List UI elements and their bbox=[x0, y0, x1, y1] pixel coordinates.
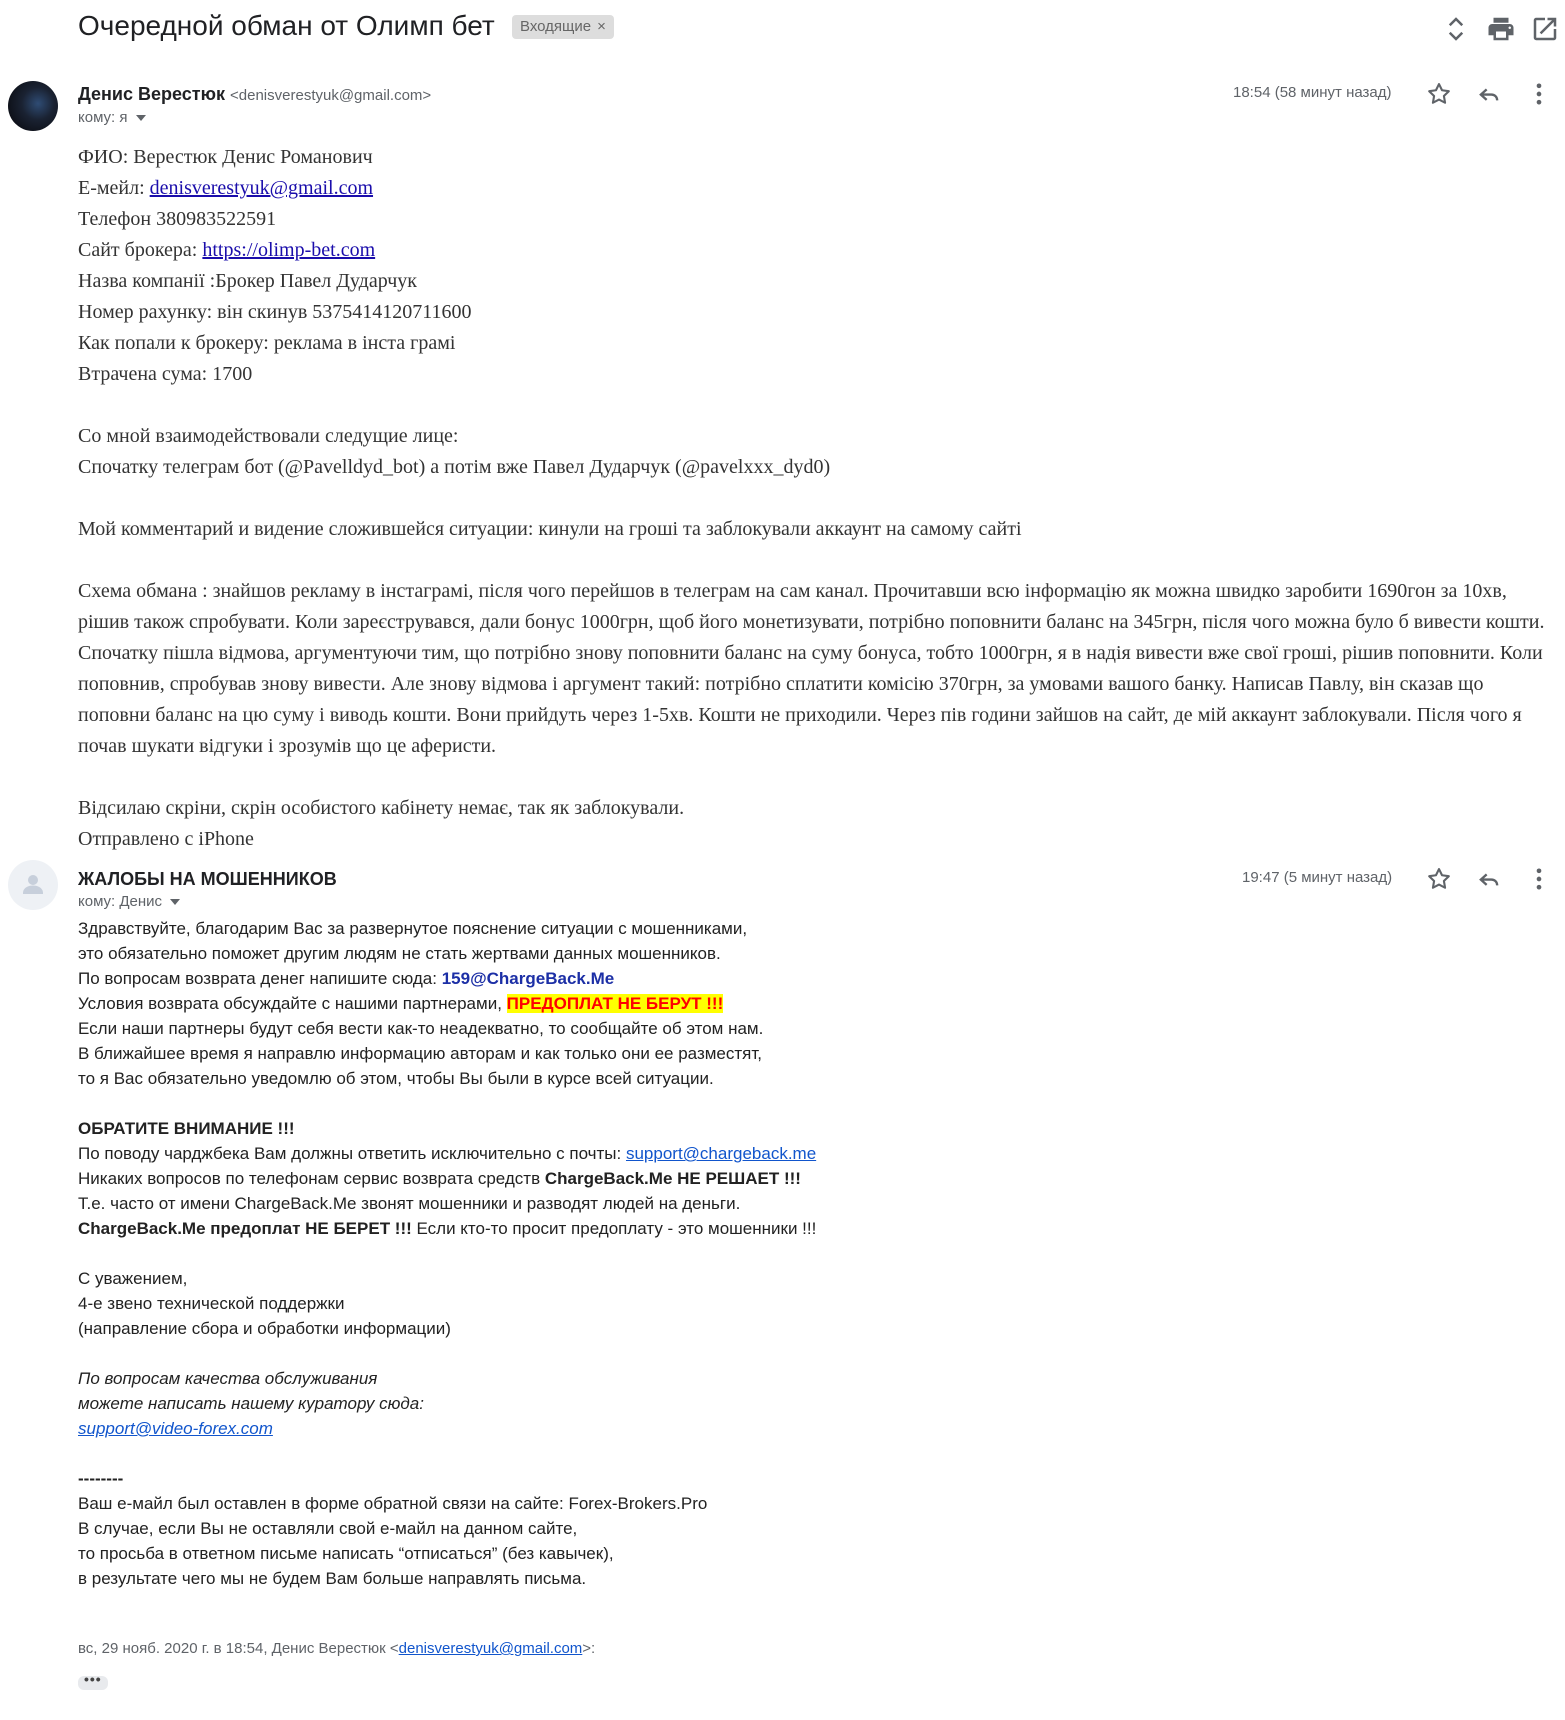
body-line bbox=[78, 1216, 1178, 1241]
body-text: Если кто-то просит предоплату - это мошенники !!! bbox=[411, 1219, 817, 1238]
body-line: Номер рахунку: він скинув 5375414120711600 bbox=[78, 301, 472, 323]
body-text: Никаких вопросов по телефонам сервис возврата средств bbox=[78, 1169, 545, 1188]
body-line: Відсилаю скріни, скрін особистого кабінету немає, так як заблокували. bbox=[78, 797, 685, 819]
body-line: Здравствуйте, благодарим Вас за развернутое пояснение ситуации с мошенниками, bbox=[78, 919, 748, 938]
body-text: По вопросам возврата денег напишите сюда: bbox=[78, 969, 442, 988]
body-text: Е-мейл: bbox=[78, 177, 150, 199]
body-line: то просьба в ответном письме написать “отписаться” (без кавычек), bbox=[78, 1544, 614, 1563]
body-line: В ближайшее время я направлю информацию авторам и как только они ее разместят, bbox=[78, 1044, 763, 1063]
body-line bbox=[78, 1391, 1178, 1416]
quote-text: вс, 29 нояб. 2020 г. в 18:54, Денис Верестюк < bbox=[78, 1640, 399, 1657]
body-line: то я Вас обязательно уведомлю об этом, чтобы Вы были в курсе всей ситуации. bbox=[78, 1069, 714, 1088]
body-line bbox=[78, 1116, 1178, 1141]
quote-email-link[interactable]: denisverestyuk@gmail.com bbox=[398, 1640, 583, 1657]
message-body bbox=[78, 142, 1558, 855]
star-icon[interactable] bbox=[1425, 865, 1453, 893]
body-line: (направление сбора и обработки информации) bbox=[78, 1319, 451, 1338]
sender-avatar[interactable] bbox=[8, 81, 58, 131]
body-line: Как попали к брокеру: реклама в інста грамі bbox=[78, 332, 456, 354]
sender-name[interactable]: ЖАЛОБЫ НА МОШЕННИКОВ bbox=[78, 869, 337, 889]
body-line: это обязательно поможет другим людям не стать жертвами данных мошенников. bbox=[78, 944, 721, 963]
body-line: Ваш е-майл был оставлен в форме обратной связи на сайте: Forex-Brokers.Pro bbox=[78, 1494, 708, 1513]
attention-heading: ОБРАТИТЕ ВНИМАНИЕ !!! bbox=[78, 1119, 295, 1138]
message-body bbox=[78, 916, 1178, 1591]
body-line bbox=[78, 966, 1178, 991]
body-line: Втрачена сума: 1700 bbox=[78, 363, 253, 385]
quote-text: >: bbox=[582, 1640, 596, 1657]
body-line: Если наши партнеры будут себя вести как-то неадекватно, то сообщайте об этом нам. bbox=[78, 1019, 764, 1038]
body-line: в результате чего мы не будем Вам больше направлять письма. bbox=[78, 1569, 587, 1588]
more-options-icon[interactable] bbox=[1525, 80, 1553, 108]
expand-collapse-icon[interactable] bbox=[1441, 14, 1471, 44]
signature-line: Отправлено с iPhone bbox=[78, 828, 254, 850]
body-line: Мой комментарий и видение сложившейся ситуации: кинули на гроші та заблокували аккаунт на самому сайті bbox=[78, 518, 1022, 540]
body-line: ФИО: Верестюк Денис Романович bbox=[78, 146, 373, 168]
body-line: Телефон 380983522591 bbox=[78, 208, 277, 230]
bold-text: ChargeBack.Me предоплат НЕ БЕРЕТ !!! bbox=[78, 1219, 412, 1238]
body-line bbox=[78, 1366, 1178, 1391]
body-line bbox=[78, 1416, 1178, 1441]
body-line bbox=[78, 1166, 1178, 1191]
body-text: Сайт брокера: bbox=[78, 239, 203, 261]
body-line bbox=[78, 991, 1178, 1016]
chargeback-email[interactable]: 159@ChargeBack.Me bbox=[441, 969, 615, 988]
bold-text: ChargeBack.Me НЕ РЕШАЕТ !!! bbox=[544, 1169, 801, 1188]
body-line: В случае, если Вы не оставляли свой е-майл на данном сайте, bbox=[78, 1519, 578, 1538]
email-subject: Очередной обман от Олимп бет bbox=[78, 10, 495, 41]
body-line: 4-е звено технической поддержки bbox=[78, 1294, 345, 1313]
body-line: С уважением, bbox=[78, 1269, 188, 1288]
open-new-window-icon[interactable] bbox=[1530, 14, 1560, 44]
body-paragraph: Схема обмана : знайшов рекламу в інстаграмі, після чого перейшов в телеграм на сам канал. Прочитавши всю інформацію як можна швидко заробити 1690гон за 10хв, рішив також спробувати. Коли зареєструвався, дали бонус 1000грн, щоб його монетизувати, потрібно поповнити баланс на 345грн, після чого можна було б вивести кошти. Спочатку пішла відмова, аргументуючи тим, що потрібно знову поповнити баланс на суму бонуса, тобто 1000грн, я в надія вивести вже свої гроші, рішив поповнити. Коли поповнив, спробував знову вивести. Але знову відмова і аргумент такий: потрібно сплатити комісію 370грн, за умовами вашого банку. Написав Павлу, він сказав що поповни баланс на цю суму і виводь кошти. Вони прийдуть через 1-5хв. Кошти не приходили. Через пів години зайшов на сайт, де мій аккаунт заблокували. Після чого я почав шукати відгуки і зрозумів що це аферисти. bbox=[78, 580, 1545, 757]
body-line bbox=[78, 235, 1558, 266]
recipient-text: кому: я bbox=[78, 109, 128, 126]
inbox-label-chip[interactable] bbox=[512, 15, 614, 39]
email-link[interactable]: denisverestyuk@gmail.com bbox=[149, 177, 374, 199]
body-line: Назва компанії :Брокер Павел Дударчук bbox=[78, 270, 418, 292]
more-options-icon[interactable] bbox=[1525, 865, 1553, 893]
separator-line bbox=[78, 1466, 1178, 1491]
recipient-text: кому: Денис bbox=[78, 893, 163, 910]
italic-text: можете написать нашему куратору сюда: bbox=[78, 1394, 424, 1413]
highlighted-warning: ПРЕДОПЛАТ НЕ БЕРУТ !!! bbox=[506, 994, 724, 1013]
sender-name[interactable] bbox=[78, 84, 431, 105]
body-line bbox=[78, 1141, 1178, 1166]
chevron-down-icon[interactable] bbox=[170, 899, 180, 905]
body-line: Т.е. часто от имени ChargeBack.Me звонят мошенники и разводят людей на деньги. bbox=[78, 1194, 741, 1213]
curator-email-link[interactable]: support@video-forex.com bbox=[78, 1419, 273, 1438]
quoted-header bbox=[78, 1640, 595, 1657]
support-email-link[interactable]: support@chargeback.me bbox=[625, 1144, 817, 1163]
ellipsis-icon: ••• bbox=[84, 1671, 102, 1687]
message-time: 19:47 (5 минут назад) bbox=[1242, 869, 1393, 886]
body-line: Со мной взаимодействовали следущие лице: bbox=[78, 425, 459, 447]
sender-name-text[interactable]: Денис Верестюк bbox=[78, 84, 225, 104]
reply-icon[interactable] bbox=[1475, 80, 1503, 108]
recipient-line[interactable] bbox=[78, 109, 146, 126]
sender-avatar[interactable] bbox=[8, 860, 58, 910]
separator-text: -------- bbox=[78, 1469, 124, 1488]
star-icon[interactable] bbox=[1425, 80, 1453, 108]
remove-label-icon[interactable]: × bbox=[597, 18, 606, 35]
label-text: Входящие bbox=[520, 18, 592, 35]
body-text: По поводу чарджбека Вам должны ответить исключительно с почты: bbox=[78, 1144, 626, 1163]
body-line: Спочатку телеграм бот (@Pavelldyd_bot) а потім вже Павел Дударчук (@pavelxxx_dyd0) bbox=[78, 456, 831, 478]
message-time: 18:54 (58 минут назад) bbox=[1233, 84, 1392, 101]
body-text: Условия возврата обсуждайте с нашими партнерами, bbox=[78, 994, 507, 1013]
recipient-line[interactable] bbox=[78, 893, 180, 910]
body-line bbox=[78, 173, 1558, 204]
show-trimmed-content-button[interactable] bbox=[78, 1671, 108, 1690]
print-icon[interactable] bbox=[1486, 14, 1516, 44]
sender-email: <denisverestyuk@gmail.com> bbox=[230, 87, 432, 104]
website-link[interactable]: https://olimp-bet.com bbox=[202, 239, 376, 261]
chevron-down-icon[interactable] bbox=[136, 115, 146, 121]
reply-icon[interactable] bbox=[1475, 865, 1503, 893]
italic-text: По вопросам качества обслуживания bbox=[78, 1369, 378, 1388]
